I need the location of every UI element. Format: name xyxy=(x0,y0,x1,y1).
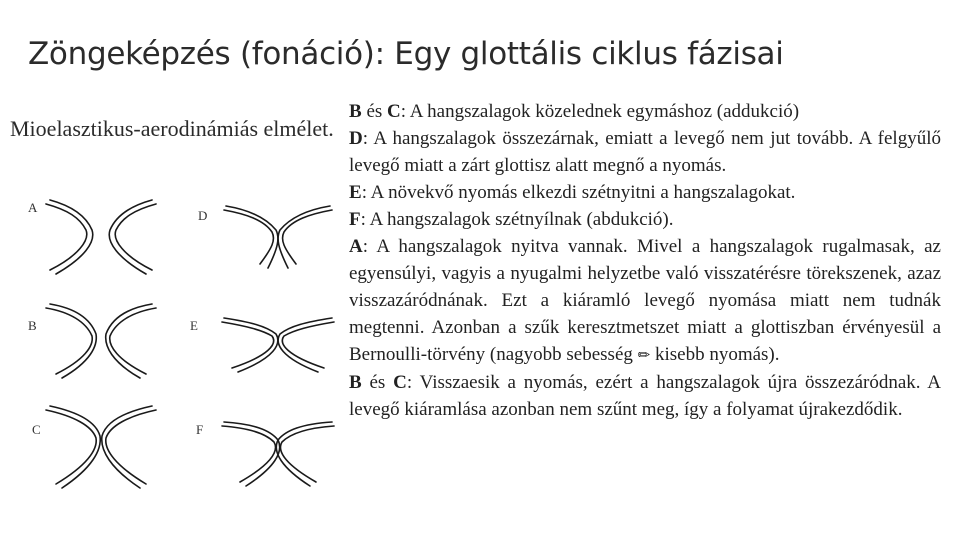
panel-label-d: D xyxy=(198,208,208,223)
panel-a-diagram xyxy=(46,200,156,274)
panel-label-b: B xyxy=(28,318,37,333)
panel-label-c: C xyxy=(32,422,41,437)
panel-label-f: F xyxy=(196,422,204,437)
vocal-fold-diagrams-icon xyxy=(28,196,348,522)
panel-e-diagram xyxy=(222,318,334,372)
pencil-arrow-icon: ✏ xyxy=(637,346,651,364)
slide-title: Zöngeképzés (fonáció): Egy glottális ciklus fázisai xyxy=(28,36,784,72)
panel-d-diagram xyxy=(224,206,332,268)
slide-subtitle: Mioelasztikus-aerodinámiás elmélet. xyxy=(10,116,334,141)
paragraph-b-c-repeat: B és C: Visszaesik a nyomás, ezért a hangszalagok újra összezáródnak. A levegő kiáramlása azonban nem szűnt meg, így a folyamat újrakezdődik. xyxy=(349,372,941,420)
panel-f-diagram xyxy=(222,422,334,486)
paragraph-e: E: A növekvő nyomás elkezdi szétnyitni a hangszalagokat. xyxy=(349,182,796,203)
panel-c-diagram xyxy=(46,406,156,488)
vocal-fold-figure xyxy=(28,196,348,522)
panel-label-e: E xyxy=(190,318,198,333)
paragraph-b-c: B és C: A hangszalagok közelednek egymáshoz (addukció) xyxy=(349,101,800,122)
panel-label-a: A xyxy=(28,200,38,215)
explanation-text xyxy=(349,98,941,423)
paragraph-d: D: A hangszalagok összezárnak, emiatt a levegő nem jut tovább. A felgyűlő levegő miatt a zárt glottisz alatt megnő a nyomás. xyxy=(349,128,941,176)
paragraph-f: F: A hangszalagok szétnyílnak (abdukció). xyxy=(349,209,674,230)
paragraph-a: A: A hangszalagok nyitva vannak. Mivel a hangszalagok rugalmasak, az egyensúlyi, vagyis a nyugalmi helyzetbe való visszatérésre törekszenek, azaz visszazáródnának. Ezt a kiáramló levegő nyomása miatt nem tudnák megtenni. Azonban a szűk keresztmetszet miatt a glottiszban érvényesül a Bernoulli-törvény (nagyobb sebesség ✏ kisebb nyomás). xyxy=(349,236,941,365)
panel-b-diagram xyxy=(46,304,156,378)
